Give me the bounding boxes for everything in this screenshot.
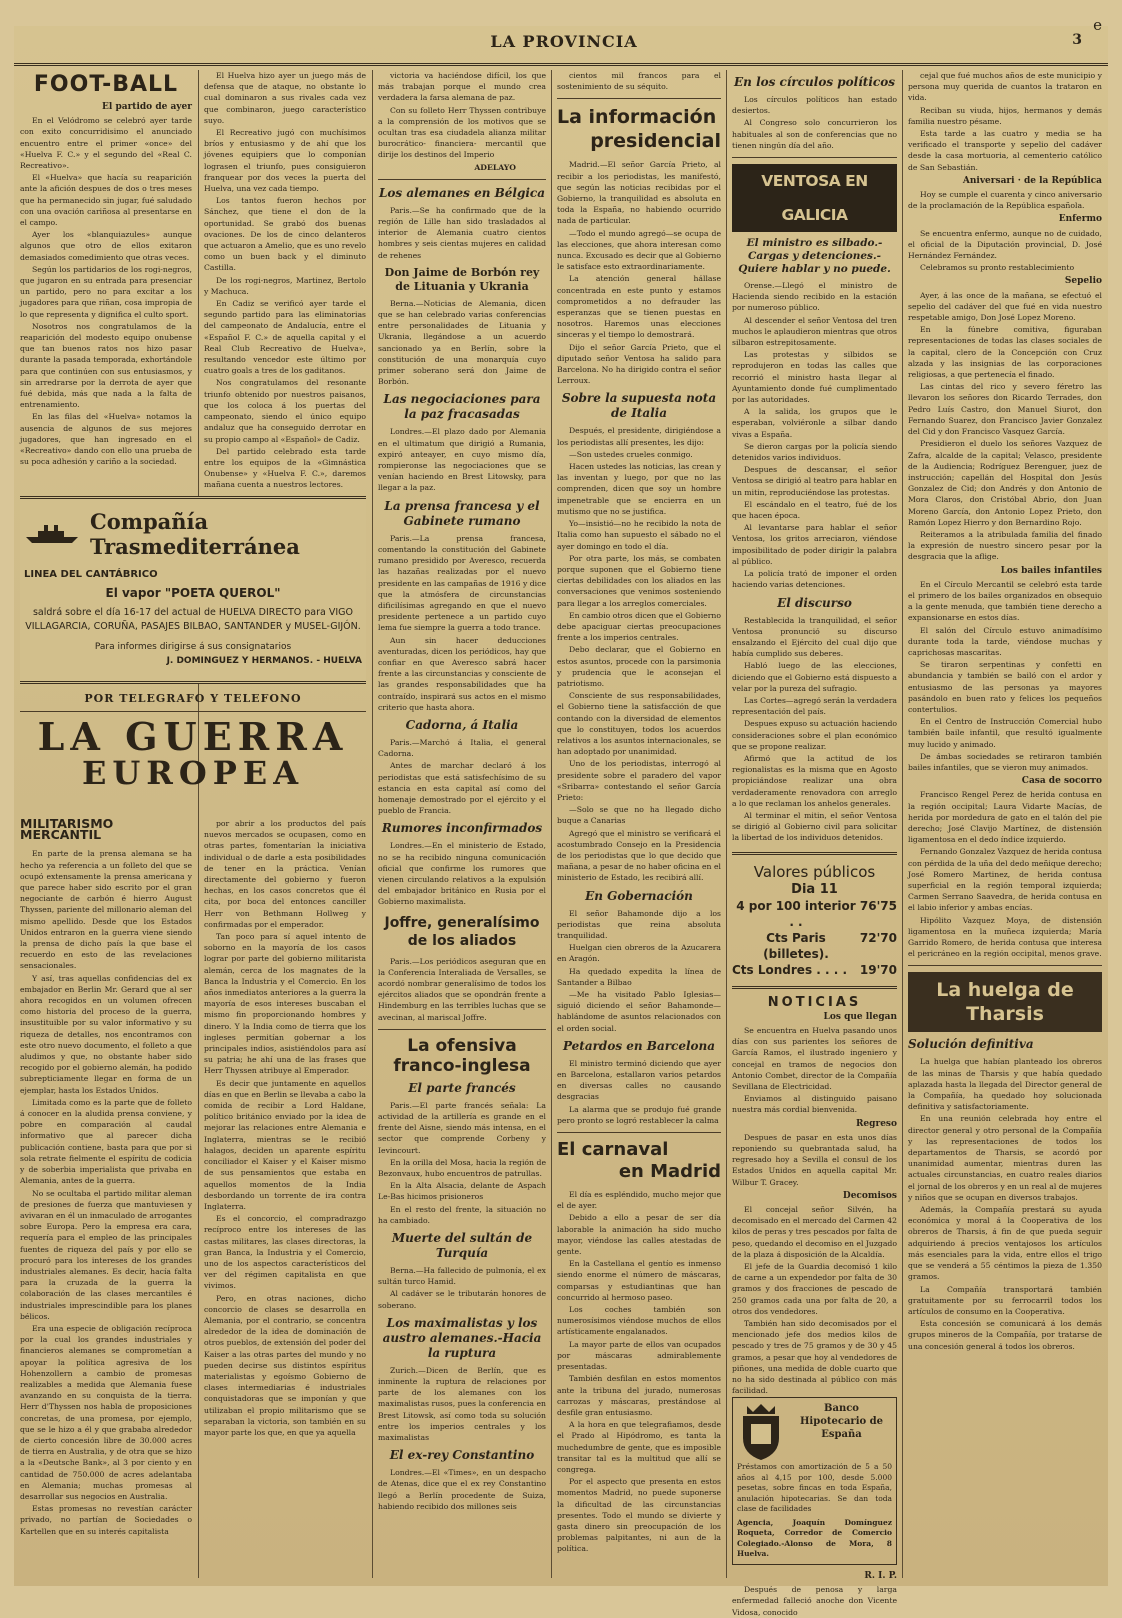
section-heading: Cadorna, á Italia xyxy=(405,717,519,732)
article-paragraph: Debido a ello a pesar de ser día laborable la animación ha sido mucho mayor, viéndose las calles atestadas de gente. xyxy=(557,1213,721,1257)
article-paragraph: También desfilan en estos momentos ante la tribuna del jurado, numerosas carrozas y máscaras, prestándose al desfile gran entusiasmo. xyxy=(557,1374,721,1417)
bank-title: Banco Hipotecario de España xyxy=(799,1403,884,1441)
tharsis-headline: La huelga de Tharsis xyxy=(908,972,1102,1032)
article-paragraph: En la fúnebre comitiva, figuraban representaciones de todas las clases sociales de la capital, clero de la Concepción con Cruz alzada y las insignias de las corporaciones religiosas, a que pertenecía el finado. xyxy=(908,325,1102,380)
article-paragraph: El escándalo en el teatro, fué de los que hacen época. xyxy=(732,499,897,521)
section-heading: En Gobernación xyxy=(585,888,693,903)
article-paragraph: Ayer, á las once de la mañana, se efectuó el sepelio del cadáver del que fué en vida nuestro respetable amigo, Don José Lopez Moreno. xyxy=(908,290,1102,323)
article-paragraph: Londres.—El «Times», en un despacho de Atenas, dice que el ex rey Constantino llegó a Berlín procedente de Suiza, habiendo recibido dos millones seis xyxy=(378,1468,546,1511)
ventosa-subheading: El ministro es silbado.-Cargas y detenciones.-Quiere hablar y no puede. xyxy=(738,237,891,276)
article-paragraph: Los coches también son numerosísimos viéndose muchos de ellos artísticamente engalanados. xyxy=(557,1305,721,1337)
ad-agents: J. DOMINGUEZ Y HERMANOS. - HUELVA xyxy=(166,656,362,666)
article-paragraph: Enviamos al distinguido paisano nuestra más cordial bienvenida. xyxy=(732,1094,897,1115)
carnival-headline-1: El carnaval xyxy=(557,1139,669,1161)
shipping-advertisement xyxy=(20,496,366,684)
section-heading: Sepelio xyxy=(1064,276,1102,287)
article-paragraph: Con su folleto Herr Thyssen contribuye a la comprensión de los motivos que se ocultan tras esa ciudadela alianza militar burocrático- financiera- mercantil que dirije los destinos del Imperio xyxy=(378,105,546,160)
article-paragraph: Presidieron el duelo los señores Vazquez de Zafra, alcalde de la capital; Velasco, presidente de la Audiencia; Rodríguez Berenguer, juez de instrucción; capellán del Hospital don Jesús Gonzalez de Cid; don Andrés y don Antonio de Mora Claros, don Cristóbal Abrio, don Juan Moreno García, don Antonio Lopez Prieto, don Ramón Lopez Hierro y don Bernardino Rojo. xyxy=(908,439,1102,527)
article-paragraph: Los tantos fueron hechos por Sánchez, que tiene el don de la oportunidad. Se grabó dos buenas ovaciones. De los de cinco delanteros que actuaron a Amelio, que es uno revelo como un buen back y el diminuto Castilla. xyxy=(204,196,366,273)
public-securities xyxy=(732,863,897,978)
article-paragraph: El ministro terminó diciendo que ayer en Barcelona, estallaron varios petardos en diversas calles no causando desgracias xyxy=(557,1058,721,1102)
article-paragraph: De los rogi-negros, Martinez, Bertolo y Machuca. xyxy=(204,275,366,296)
article-paragraph: El Huelva hizo ayer un juego más de defensa que de ataque, no obstante lo cual dominaron a sus rivales cada vez que combinaron, juego característico suyo. xyxy=(204,71,366,125)
article-paragraph: victoria va haciéndose difícil, los que más trabajan porque el mundo crea verdadera la farsa alemana de paz. xyxy=(378,71,546,103)
article-paragraph: Las Cortes—agregó serán la verdadera representación del país. xyxy=(732,695,897,717)
section-heading: Los alemanes en Bélgica xyxy=(378,185,545,200)
section-heading: Don Jaime de Borbón rey de Lituania y Ukrania xyxy=(384,265,540,293)
column-rule xyxy=(198,70,199,1578)
football-headline: FOOT-BALL xyxy=(33,72,179,97)
article-paragraph: En el Círculo Mercantil se celebró esta tarde el primero de los bailes organizados en obsequio a la gente menuda, que también tiene derecho a expansionarse en estos días. xyxy=(908,579,1102,623)
article-paragraph: Del partido celebrado esta tarde entre los equipos de la «Gimnástica Onubense» y «Huelva F. C.», daremos mañana cuenta a nuestros lectores. xyxy=(204,446,366,490)
column-2-upper xyxy=(204,70,366,490)
column-5 xyxy=(732,70,897,1617)
section-heading: Sobre la supuesta nota de Italia xyxy=(561,391,717,421)
article-paragraph: La policía trató de imponer el orden haciendo varias detenciones. xyxy=(732,569,897,590)
article-paragraph: Afirmó que la actitud de los regionalistas es la misma que en Agosto propiciándose realizar una obra verdaderamente renovadora con arreglo a lo que reclaman los anhelos generales. xyxy=(732,753,897,808)
article-paragraph: El señor Bahamonde dijo a los periodistas que reina absoluta tranquilidad. xyxy=(557,908,721,940)
security-label: 4 por 100 interior . . xyxy=(736,898,856,929)
article-paragraph: No se ocultaba el partido militar aleman de presiones de fuerza que mantuviesen y avivaran en él un inmaculado de arrogantes sobre Europa. Pero la empresa era cara, requería para el empleo de las principales fuentes de riqueza del país y por ello se procuró para los intereses de los grandes industriales alemanes. Es decir, hacía falta para la cruzada de la guerra la colaboración de las clases mercantiles é industriales imprescindible para los planes bélicos. xyxy=(20,1188,192,1321)
article-paragraph: Las cintas del rico y severo féretro las llevaron los señores don Ricardo Terrades, don Pedro Luís Castro, don Manuel Siurot, don Fernando Suarez, don Francisco Javier Gonzalez del Cid y don Francisco Vasquez García. xyxy=(908,382,1102,437)
section-heading: El discurso xyxy=(777,595,852,610)
column-rule xyxy=(551,70,552,1578)
section-heading: Petardos en Barcelona xyxy=(562,1038,716,1053)
article-paragraph: Hacen ustedes las noticias, las crean y las inventan y luego, por que no las comprenden, dicen que soy un hombre impenetrable que se encierra en un mutismo que no se justifica. xyxy=(557,462,721,516)
section-heading: En los círculos políticos xyxy=(734,75,895,89)
article-paragraph: En Cadiz se verificó ayer tarde el segundo partido para las eliminatorias del campeonato de Andalucía, entre el «Español F. C.» de aquella capital y el Real Club Recreativo de Huelva», resultando vencedor este último por cuatro goals a tres de los gaditanos. xyxy=(204,299,366,376)
presidential-headline-1: La información xyxy=(557,106,717,129)
article-paragraph: Se tiraron serpentinas y confetti en abundancia y también se bailó con el ardor y entusiasmo de las personas ya mayores pasándolo en buen rato y felices los pequeños contertulios. xyxy=(908,660,1102,714)
article-paragraph: Habló luego de las elecciones, diciendo que el Gobierno está dispuesto a velar por la pureza del sufragio. xyxy=(732,661,897,693)
bank-text: Préstamos con amortización de 5 a 50 años al 4,15 por 100, desde 5.000 pesetas, sobre fincas en toda España, anulación hipotecarias. Se dan toda clase de facilidades xyxy=(737,1462,892,1514)
article-paragraph: Estas promesas no revestían carácter privado, no partían de Sociedades o Kartellen que en su interés capitalista xyxy=(20,1504,192,1536)
article-paragraph: En el resto del frente, la situación no ha cambiado. xyxy=(378,1204,546,1225)
securities-row xyxy=(732,962,897,978)
article-paragraph: En una reunión celebrada hoy entre el director general y otro personal de la Compañía y las representaciones de todos los departamentos de Tharsis, se acordó por unanimidad aumentar, mientras duren las actuales circunstancias, en cuatro reales diarios el jornal de los obreros y en un real al de mujeres y niños que se ocupan en diversos trabajos. xyxy=(908,1114,1102,1202)
article-paragraph: Hoy se cumple el cuarenta y cinco aniversario de la proclamación de la República española. xyxy=(908,190,1102,211)
article-paragraph: Madrid.—El señor García Prieto, al recibir a los periodistas, les manifestó, que según las noticias recibidas por el Gobierno, la tranquilidad es absoluta en toda la España, no habiendo ocurrido nada de particular. xyxy=(557,160,721,226)
article-paragraph: Se encuentra enfermo, aunque no de cuidado, el oficial de la Diputación provincial, D. José Hernández Fernández. xyxy=(908,228,1102,261)
article-paragraph: Debo declarar, que el Gobierno en estos asuntos, procede con la parsimonia y prudencia que le aconsejan el patriotismo. xyxy=(557,645,721,688)
article-paragraph: Paris.—La prensa francesa, comentando la constitución del Gabinete rumano presidido por Averesco, recuerda las hazañas realizadas por el nuevo presidente en las campañas de 1916 y dice que la atmósfera de circunstancias dificilísimas agregando en que el nuevo presidente pertenece a un partido cuyo lema fue siempre la guerra a todo trance. xyxy=(378,533,546,633)
securities-day: Dia 11 xyxy=(791,881,838,897)
article-paragraph: Los círculos políticos han estado desiertos. xyxy=(732,95,897,116)
offensive-headline: La ofensiva franco-inglesa xyxy=(393,1035,531,1076)
article-paragraph: La Compañía transportará también gratuitamente por su ferrocarril todos los artículos de consumo en la Cooperativa. xyxy=(908,1284,1102,1316)
war-headline-block xyxy=(20,690,366,810)
article-paragraph: Celebramos su pronto restablecimiento xyxy=(920,263,1075,273)
article-paragraph: Se encuentra en Huelva pasando unos días con sus parientes los señores de García Ramos, el ilustrado ingeniero y concejal en tramos de negocios don Antonio Combet, director de la Compañía Sevillana de Electricidad. xyxy=(732,1025,897,1091)
page-number: 3 xyxy=(1072,32,1082,48)
article-paragraph: Londres.—En el ministerio de Estado, no se ha recibido ninguna comunicación oficial que confirme los rumores que vienen circulando relativos a la expulsión del embajador británico en Rusia por el Gobierno maximalista. xyxy=(378,841,546,907)
article-paragraph: Londres.—El plazo dado por Alemania en el ultimatum que dirigió a Rumania, expiró anteayer, en cuyo mismo día, rompieronse las negociaciones que se venían haciendo en Brest Litowsky, para llegar a la paz. xyxy=(378,427,546,493)
section-heading: Casa de socorro xyxy=(1021,776,1102,787)
section-heading: Aniversari · de la República xyxy=(962,175,1102,186)
article-paragraph: Berna.—Noticias de Alemania, dicen que se han celebrado varias conferencias entre personalidades de Lituania y Ukrania, llegándose a un acuerdo sancionado ya en Berlín, sobre la constitución de una monarquía cuyo primer soberano será don Jaime de Borbón. xyxy=(378,298,546,387)
coat-of-arms-icon xyxy=(737,1402,785,1462)
masthead xyxy=(14,16,1108,66)
section-heading: Rumores inconfirmados xyxy=(381,821,543,836)
article-paragraph: Y así, tras aquellas confidencias del ex embajador en Berlin Mr. Gerard que al ser ahora recogidos en un volumen ofrecen como historia del proceso de la guerra, insustituible por su valor informativo y su riqueza de detalles, nos encontramos con este otro nuevo documento, el folleto a que aludimos y que, no obstante haber sido recogido por el gobierno alemán, ha podido subrepticiamente llegar en forma de un ejemplar, hasta los Estados Unidos. xyxy=(20,973,192,1095)
column-6 xyxy=(908,70,1102,1578)
article-paragraph: cejal que fué muchos años de este municipio y persona muy querida de cuantos la trataron en vida. xyxy=(908,71,1102,103)
article-paragraph: De ámbas sociedades se retiraron también bailes infantiles, que se vieron muy animados. xyxy=(908,751,1102,772)
carnival-headline-2: en Madrid xyxy=(618,1161,721,1183)
section-heading: El ex-rey Constantino xyxy=(389,1448,535,1463)
section-heading: Los que llegan xyxy=(823,1011,897,1022)
article-paragraph: Esta concesión se comunicará á los demás grupos mineros de la Compañía, por tratarse de una concesión general á todos los obreros. xyxy=(908,1319,1102,1351)
column-4 xyxy=(557,70,721,1578)
ad-info: Para informes dirigirse á sus consignatarios xyxy=(94,642,292,652)
corner-mark: e xyxy=(1093,16,1102,34)
security-value: 76'75 xyxy=(859,898,897,913)
article-paragraph: Por el aspecto que presenta en estos momentos Madrid, no puede suponerse la dificultad de las circunstancias presentes. Todo el mundo se divierte y gasta dinero sin preocupación de los problemas palpitantes, ni aun de la política. xyxy=(557,1477,721,1554)
article-paragraph: Francisco Rengel Perez de herida contusa en la región occipital; Laura Vidarte Macías, de herida por mordedura de gato en el talón del pie derecho; José Clavijo Martínez, de distensión ligamentosa en el dedo índice izquierdo. xyxy=(908,790,1102,845)
article-paragraph: Despues de pasar en esta unos días reponiendo su quebrantada salud, ha regresado hoy a Sevilla el consul de los Estados Unidos en aquella capital Mr. Wilbur T. Gracey. xyxy=(732,1132,897,1187)
article-paragraph: Zurich.—Dicen de Berlín, que es inminente la ruptura de relaciones por parte de los alemanes con los maximalistas rusos, pues la conferencia en Brest Litowsk, así como toda su solución entre los imperios centrales y los maximalistas xyxy=(378,1365,546,1443)
article-paragraph: Berna.—Ha fallecido de pulmonía, el ex sultán turco Hamid. xyxy=(378,1266,546,1287)
article-paragraph: El día es espléndido, mucho mejor que el de ayer. xyxy=(557,1190,721,1211)
article-paragraph: cientos mil francos para el sostenimiento de su séquito. xyxy=(557,71,721,92)
section-heading: Regreso xyxy=(855,1118,897,1129)
article-paragraph: Uno de los periodistas, interrogó al presidente sobre el paradero del vapor «Sribarra» contestando el señor García Prieto: xyxy=(557,759,721,802)
article-paragraph: Después, el presidente, dirigiéndose a los periodistas allí presentes, les dijo: xyxy=(557,426,721,447)
football-subtitle: El partido de ayer xyxy=(102,102,192,112)
article-paragraph: Despues expuso su actuación haciendo consideraciones sobre el plan económico que se propone realizar. xyxy=(732,719,897,751)
company-name: Compañía Trasmediterránea xyxy=(90,509,300,559)
noticias-heading: NOTICIAS xyxy=(767,994,862,1010)
article-paragraph: Huelgan cien obreros de la Azucarera en Aragón. xyxy=(557,943,721,964)
article-paragraph: Reciban su viuda, hijos, hermanos y demás familia nuestro pésame. xyxy=(908,105,1102,126)
section-heading: Decomisos xyxy=(842,1190,897,1201)
section-heading: La prensa francesa y el Gabinete rumano xyxy=(384,498,540,528)
article-paragraph: Agregó que el ministro se verificará el acostumbrado Consejo en la Presidencia de los periodistas que lo que decido que mañana, a pesar de no haber oficina en el ministerio de Estado, les recibirá allí. xyxy=(557,828,721,883)
article-paragraph: La alarma que se produjo fué grande pero pronto se logró restablecer la calma xyxy=(557,1104,721,1125)
article-paragraph: Restablecida la tranquilidad, el señor Ventosa pronunció su discurso ensalzando el Ejército del cual dijo que había cumplido sus deberes. xyxy=(732,615,897,659)
article-paragraph: —Todo el mundo agregó—se ocupa de las elecciones, que ahora interesan como nunca. Excusado es decir que al Gobierno le satisface esto extraordinariamente. xyxy=(557,228,721,272)
article-paragraph: El concejal señor Silvén, ha decomisado en el mercado del Carmen 42 kilos de peras y tres pescados por falta de peso, quedando el decomiso en el Juzgado de la plaza á disposición de la Alcaldía. xyxy=(732,1205,897,1259)
article-paragraph: Según los partidarios de los rogi-negros, que jugaron en su entrada para presenciar un partido, pero no para excitar a los jugadores para que riñan, cosa impropia de lo que representa y dignifica el culto sport. xyxy=(20,264,192,319)
article-paragraph: Ha quedado expedita la línea de Santander a Bilbao xyxy=(557,966,721,987)
article-paragraph: La huelga que habían planteado los obreros de las minas de Tharsis y que había quedado aplazada hasta la llegada del Director general de la Compañía, ha quedado hoy solucionada definitiva y satisfactoriamente. xyxy=(908,1057,1102,1112)
ventosa-headline: VENTOSA EN GALICIA xyxy=(732,164,897,232)
article-paragraph: por abrir a los productos del país nuevos mercados se ocupasen, como en otras partes, fomentarían la iniciativa individual o de darle a esta posibilidades de tener en la práctica. Venían directamente del gobierno y fueron hechas, en los casos concretos que él cita, por boca del entonces canciller Herr von Bethmann Hollweg y confirmadas por el emperador. xyxy=(204,819,366,929)
article-paragraph: Orense.—Llegó el ministro de Hacienda siendo recibido en la estación por numeroso público. xyxy=(732,281,897,313)
telegraph-heading: POR TELEGRAFO Y TELEFONO xyxy=(84,692,302,705)
column-2-lower xyxy=(204,818,366,1578)
article-paragraph: Fernando Gonzalez Vazquez de herida contusa con pérdida de la uña del dedo meñique derecho; José Romero Martinez, de herida contusa superficial en la región temporal izquierda; Carmen Serrano Saavedra, de herida contusa en el labio inferior y ambas encías. xyxy=(908,847,1102,913)
article-paragraph: Además, la Compañía prestará su ayuda económica y moral á la Cooperativa de los obreros de Tharsis, á fin de que pueda seguir adquiriendo á precios ventajosos los artículos más esenciales para la vida, entre ellos el trigo que se venderá a 55 céntimos la pieza de 1.350 gramos. xyxy=(908,1205,1102,1282)
article-paragraph: En las filas del «Huelva» notamos la ausencia de algunos de sus mejores jugadores, que han ingresado en el «Recreativo» dando con ello una prueba de su poca adhesión y cariño a la sociedad. xyxy=(20,412,192,467)
article-paragraph: Al levantarse para hablar el señor Ventosa, los gritos arreciaron, viéndose imposibilitado de poder dirigir la palabra al público. xyxy=(732,523,897,566)
article-paragraph: En parte de la prensa alemana se ha hecho ya referencia a un folleto del que se ocupó extensamente la prensa americana y que parece haber sido escrito por el gran negociante de carbón é hierro August Thyssen, pariente del millonario aleman del mismo apellido. Desde que los Estados Unidos entraron en la guerra viene siendo la prensa de dicho país la que base el recuerdo en esto de las revelaciones sensacionales. xyxy=(20,849,192,971)
article-paragraph: Ayer los «blanquiazules» aunque algunos que otro de ellos exitaron demasiados comedimiento que otras veces. xyxy=(20,230,192,262)
security-label: Cts Paris (billetes). xyxy=(763,930,829,961)
security-value: 19'70 xyxy=(859,962,897,977)
ship-icon xyxy=(24,523,80,545)
section-heading: Las negociaciones para la paz fracasadas xyxy=(383,392,541,422)
article-paragraph: Consciente de sus responsabilidades, el Gobierno tiene la satisfacción de que contando con la diversidad de elementos que lo constituyen, todos los acuerdos relativos a los asuntos internacionales, se han adoptado por unanimidad. xyxy=(557,691,721,757)
article-paragraph: Nos congratulamos del resonante triunfo obtenido por nuestros paisanos, que los coloca á los puertas del campeonato, siendo el único equipo andaluz que ha conseguido derrotar en su propio campo al «Español» de Cadiz. xyxy=(204,378,366,444)
ad-route: saldrá sobre el día 16-17 del actual de HUELVA DIRECTO para VIGO VILLAGARCIA, CORUÑA, PASAJES BILBAO, SANTANDER y MUSEL-GIJÓN. xyxy=(25,607,361,632)
article-paragraph: Es decir que juntamente en aquellos días en que en Berlin se llevaba a cabo la comida de recibir a Lord Haldane, político británico enviado por la idea de mejorar las relaciones entre Alemania e Inglaterra, mientras se le recibió halagos, deciden un aparente espíritu conciliador el Kaiser y el Kaiser mismo de sus pensamientos que estaba en aquellos momentos de la India desbordando un torrente de ira contra Inglaterra. xyxy=(204,1078,366,1211)
column-rule xyxy=(902,70,903,1578)
article-paragraph: Se dieron cargas por la policía siendo detenidos varios individuos. xyxy=(732,441,897,463)
article-paragraph: Al descender el señor Ventosa del tren muchos le aplaudieron mientras que otros silbaron estrepitosamente. xyxy=(732,315,897,348)
section-heading: El parte francés xyxy=(408,1080,516,1095)
article-paragraph: Dijo el señor García Prieto, que el diputado señor Ventosa ha salido para Barcelona. No ha dirigido contra el señor Lerroux. xyxy=(557,342,721,386)
rip-heading: R. I. P. xyxy=(864,1570,897,1581)
article-paragraph: También han sido decomisados por el mencionado jefe dos medios kilos de pescado y tres de 75 gramos y de 30 y 45 gramos, a pesar que hoy al vendedores de piñones, una medida de doble cuarto que no ha sido destinada al público con más facilidad. xyxy=(732,1319,897,1396)
column-rule xyxy=(726,70,727,1578)
bank-agent: Agencia, Joaquín Domínguez Roqueta, Corredor de Comercio Colegiado.-Alonso de Mora, 8 Huelva. xyxy=(737,1517,892,1559)
article-paragraph: Yo—insistió—no he recibido la nota de Italia como han supuesto el sábado no el ayer domingo en todo el día. xyxy=(557,519,721,551)
article-paragraph: Paris.—Marchó á Italia, el general Cadorna. xyxy=(378,737,546,759)
article-paragraph: Antes de marchar declaró á los periodistas que está satisfechísimo de su estancia en esta capital así como del homenaje demostrado por el ejército y el pueblo de Francia. xyxy=(378,761,546,816)
article-paragraph: Nosotros nos congratulamos de la reaparición del modesto equipo onubense que tan buenos ratos nos hizo pasar durante la pasada temporada, exhortándole para que continúen con sus entusiasmos, y sin arredrarse por la derrota de ayer que fué debida, más que nada a la falta de entrenamiento. xyxy=(20,321,192,410)
section-heading: Los maximalistas y los austro alemanes.-Hacia la ruptura xyxy=(382,1315,542,1360)
article-paragraph: Paris.—Se ha confirmado que de la región de Lille han sido trasladados al interior de Alemania cuatro cientos hombres y seis cientas mujeres en calidad de rehenes xyxy=(378,205,546,260)
article-paragraph: En la orilla del Mosa, hacia la región de Bezonvaux, hubo encuentros de patrullas. xyxy=(378,1157,546,1179)
article-paragraph: A la salida, los grupos que le esperaban, volviéronle a silbar dando vivas a España. xyxy=(732,407,897,439)
newspaper-title: LA PROVINCIA xyxy=(490,32,638,51)
article-paragraph: Las protestas y silbidos se reprodujeron en todas las calles que recorrió el ministro hasta llegar al Ayuntamiento donde fué cumplimentado por las autoridades. xyxy=(732,350,897,405)
ad-ship: El vapor "POETA QUEROL" xyxy=(105,586,281,600)
article-paragraph: En el Centro de Instrucción Comercial hubo también baile infantil, que resultó igualmente muy lucido y animado. xyxy=(908,717,1102,749)
militarismo-headline: MILITARISMO MERCANTIL xyxy=(20,816,114,843)
article-paragraph: Por otra parte, los más, se combaten porque suponen que el Gobierno tiene ciertas debilidades con los aliados en las conversaciones que venimos sosteniendo para llegar a los arreglos comerciales. xyxy=(557,553,721,608)
article-paragraph: Al cadáver se le tributarán honores de soberano. xyxy=(378,1289,546,1310)
article-paragraph: La atención general hállase concentrada en este punto y estamos comprometidos a no defrauder las esperanzas que se tienen puestas en nosotros. Haremos unas elecciones sinceras y el tiempo lo demostrará. xyxy=(557,274,721,340)
article-paragraph: Despues de descansar, el señor Ventosa se dirigió al teatro para hablar en un mitin, reproduciéndose las protestas. xyxy=(732,465,897,497)
article-paragraph: Paris.—Los periódicos aseguran que en la Conferencia Interaliada de Versalles, se acordó nombrar generalísimo de todos los ejércitos aliados que se opondrán frente a Hindemburg en las terribles luchas que se avecinan, al mariscal Joffre. xyxy=(378,956,546,1022)
article-paragraph: —Me ha visitado Pablo Iglesias—siguió diciendo el señor Bahamonde—hablándome de asuntos relacionados con el orden social. xyxy=(557,990,721,1033)
joffre-headline: Joffre, generalísimo de los aliados xyxy=(384,914,540,949)
article-paragraph: El Recreativo jugó con muchísimos bríos y entusiasmo y de ahí que los jóvenes equipiers que lo componían lograsen el triunfo, pues consiguieron franquear por dos veces la puerta del Huelva, una vez cada tiempo. xyxy=(204,128,366,194)
article-paragraph: Tan poco para sí aquel intento de soborno en la mayoría de los casos lograr por parte del gobierno militarista alemán, cerca de los magnates de la Banca la Industria y el Comercio. En los años inmediatos anteriores a la guerra la mayoría de esos intereses buscaban el mismo fin proporcionando hombres y dinero. Y la India como de tierra que los ingleses permitían gobernar a los principales indios, asistiéndolos para así su patria; he ahí una de las frases que Herr Thyssen atribuye al Emperador. xyxy=(204,932,366,1076)
article-paragraph: Limitada como es la parte que de folleto á conocer en la aludida prensa conviene, y pobre en comparación al caudal informativo que al parecer dicha publicación contiene, basta para que por si sola retrate fielmente el espíritu de codicia y de soberbia imperialista que privaba en Alemania, antes de la guerra. xyxy=(20,1097,192,1186)
security-value: 72'70 xyxy=(859,930,897,945)
war-headline-line1: LA GUERRA xyxy=(37,714,349,759)
section-heading: Solución definitiva xyxy=(908,1037,1034,1052)
article-paragraph: Es el concorcio, el compradrazgo recíproco entre los intereses de las castas militares, las clases directoras, la gran Banca, la Industria y el Comercio, uno de los aspectos característicos del ver del régimen capitalista en que vivimos. xyxy=(204,1214,366,1291)
article-paragraph: Reiteramos a la atribulada familia del finado la expresión de nuestro sincero pesar por la desgracia que la aflige. xyxy=(908,529,1102,562)
article-paragraph: En el Velódromo se celebró ayer tarde con exito concurridisimo el anunciado encuentro entre el primer «once» del «Huelva F. C.» y el segundo del «Real C. Recreativo». xyxy=(20,116,192,171)
article-paragraph: La mayor parte de ellos van ocupados por máscaras admirablemente presentadas. xyxy=(557,1339,721,1372)
article-paragraph: En cambio otros dicen que el Gobierno debe apaciguar ciertas preocupaciones frente a los imperios centrales. xyxy=(557,610,721,643)
presidential-headline-2: presidencial xyxy=(590,130,721,153)
article-paragraph: El «Huelva» que hacía su reaparición ante la afición despues de dos o tres meses que ha permanecido sin jugar, fué saludado con una ovación cariñosa al presentarse en el campo. xyxy=(20,173,192,228)
article-paragraph: El salón del Círculo estuvo animadísimo durante toda la tarde, viéndose muchas y caprichosas mascaritas. xyxy=(908,625,1102,657)
article-paragraph: —Son ustedes crueles conmigo. xyxy=(569,449,693,459)
author-signature: ADELAYO xyxy=(474,162,516,172)
article-paragraph: Esta tarde a las cuatro y media se ha verificado el transporte y sepelio del cadáver desde la casa mortuoria, al cementerio católico de San Sebastián. xyxy=(908,129,1102,172)
ad-line: LINEA DEL CANTÁBRICO xyxy=(24,569,158,580)
article-paragraph: En la Castellana el gentío es inmenso siendo enorme el número de máscaras, comparsas y estudiantinas que han concurrido al hermoso paseo. xyxy=(557,1259,721,1302)
securities-row xyxy=(732,930,897,962)
column-rule xyxy=(372,70,373,1578)
article-paragraph: Era una especie de obligación recíproca por la cual los grandes industriales y financieros alemanes se comprometían a apoyar la política agresiva de los Hohenzollern a cambio de promesas realizables a medida que Alemania fuese avanzando en su conquista de la tierra. Herr d'Thyssen nos habla de proposiciones concretas, de una promesa, por ejemplo, que se le hizo a él y que grababa alrededor de cierto concesión libre de 30.000 acres de tierra en Australia, y de otra que se hizo a la «Deutsche Bank», al 3 por ciento y en cantidad de 750.000 de acres adelantaba en Alemania; muchas promesas al desarrollar sus negocios en Australia. xyxy=(20,1323,192,1501)
securities-title: Valores públicos xyxy=(753,862,876,881)
article-paragraph: A la hora en que telegrafiamos, desde el Prado al Hipódromo, es tanta la muchedumbre de gente, que es imposible transitar tal es la multitud que allí se congrega. xyxy=(557,1420,721,1474)
article-paragraph: En la Alta Alsacia, delante de Aspach Le-Bas hicimos prisioneros xyxy=(378,1181,546,1202)
war-headline-line2: EUROPEA xyxy=(81,754,305,792)
article-paragraph: —Solo se que no ha llegado dicho buque a Canarias xyxy=(557,805,721,826)
newspaper-page xyxy=(14,16,1108,1617)
section-heading: Enfermo xyxy=(1058,214,1102,225)
section-heading: Muerte del sultán de Turquía xyxy=(391,1231,533,1261)
article-paragraph: El jefe de la Guardia decomisó 1 kilo de carne a un expendedor por falta de 30 gramos y dos fracciones de pescado de 250 gramos cada una por falta de 20, a otros dos vendedores. xyxy=(732,1262,897,1316)
article-paragraph: Al terminar el mitin, el señor Ventosa se dirigió al Gobierno civil para solicitar la libertad de los individuos detenidos. xyxy=(732,810,897,843)
security-label: Cts Londres . . . . xyxy=(732,962,848,977)
article-paragraph: Pero, en otras naciones, dicho concorcio de clases se desarrolla en Alemania, por el contrario, se concentra alrededor de la idea de dominación de otros pueblos, de extensión del poder del Kaiser a las otras partes del mundo y no pueden decirse sus distintos espíritus materialistas y egoísmo Gobierno de clases intermediarias é industriales conquistadoras que se imponían y que utilizaban el propio militarismo que se separaban la victoria, son también en su mayor parte los que, en que ya aquella xyxy=(204,1293,366,1437)
column-1-lower xyxy=(20,818,192,1578)
article-paragraph: Después de penosa y larga enfermedad falleció anoche don Vicente Vidosa, conocido xyxy=(732,1585,897,1617)
column-3 xyxy=(378,70,546,1578)
article-paragraph: Hipólito Vazquez Moya, de distensión ligamentosa en la muñeca izquierda; María Garrido Romero, de herida contusa que interesa el pericráneo en la región occipital, menos grave. xyxy=(908,915,1102,959)
article-paragraph: Paris.—El parte francés señala: La actividad de la artillería es grande en el frente del Aisne, siendo más intensa, en el sector que comprende Corbeny y Ievincourt. xyxy=(378,1100,546,1155)
article-paragraph: Al Congreso solo concurrieron los habituales al son de conferencias que no tienen ningún día del año. xyxy=(732,118,897,150)
section-heading: Los bailes infantiles xyxy=(1000,565,1102,576)
securities-row xyxy=(732,898,897,930)
article-paragraph: Aun sin hacer deducciones aventuradas, dicen los periódicos, hay que confiar en que Averesco sabrá hacer frente a las circunstancias y consciente de las grandes responsabilidades que ha contraído, inspirará sus actos en el mismo criterio que hasta ahora. xyxy=(378,635,546,712)
bank-advertisement xyxy=(732,1397,897,1565)
